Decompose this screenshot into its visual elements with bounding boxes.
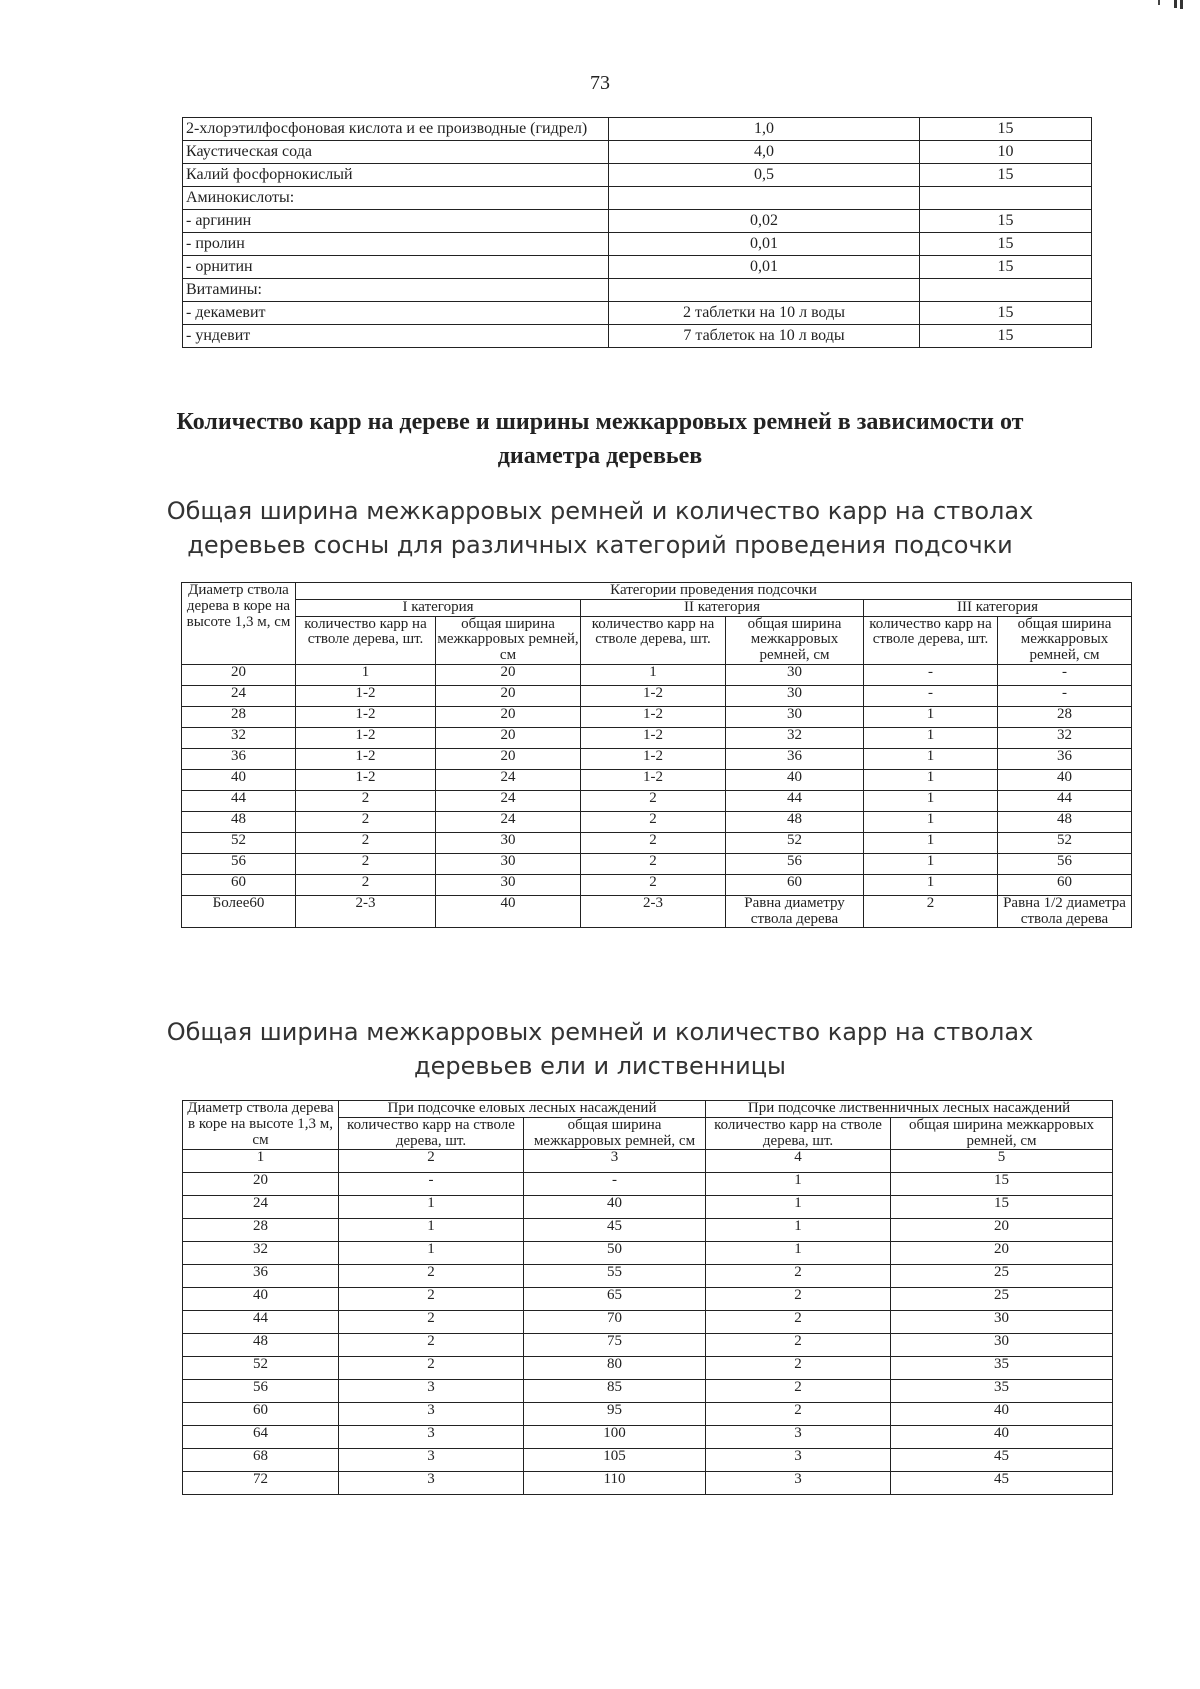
table-row — [182, 727, 1132, 748]
table-row — [183, 1196, 1113, 1219]
table-row — [183, 1265, 1113, 1288]
table-cell: 3 — [706, 1426, 891, 1449]
spruce-header-sub: общая ширина межкарровых ремней, см — [891, 1117, 1113, 1150]
table-cell: 2 — [339, 1288, 524, 1311]
table-cell: 70 — [524, 1311, 706, 1334]
table-cell: 15 — [920, 210, 1092, 233]
table-row — [183, 1288, 1113, 1311]
table-cell: 32 — [998, 727, 1132, 748]
table-cell: 40 — [183, 1288, 339, 1311]
table-cell: 15 — [920, 325, 1092, 348]
table-cell: 1 — [864, 748, 998, 769]
table-cell — [920, 187, 1092, 210]
table-cell: 2 — [706, 1288, 891, 1311]
table-cell: 1,0 — [609, 118, 920, 141]
table-cell: 1 — [581, 664, 726, 685]
table-cell: 52 — [183, 1357, 339, 1380]
table-cell: 0,5 — [609, 164, 920, 187]
table-cell: 1 — [706, 1196, 891, 1219]
table-cell: 45 — [891, 1472, 1113, 1495]
table-cell: 30 — [436, 853, 581, 874]
table-cell: 60 — [183, 1403, 339, 1426]
table-cell: 48 — [182, 811, 296, 832]
table-cell: 24 — [436, 769, 581, 790]
table-cell: 1-2 — [581, 706, 726, 727]
table-cell: 52 — [182, 832, 296, 853]
table-row — [183, 1403, 1113, 1426]
pine-table — [181, 582, 1132, 928]
table-cell: 52 — [998, 832, 1132, 853]
table-row — [182, 832, 1132, 853]
table-cell: 110 — [524, 1472, 706, 1495]
table-cell: 2 — [706, 1357, 891, 1380]
spruce-table-subtitle: Общая ширина межкарровых ремней и количество карр на стволах деревьев ели и лиственницы — [166, 1018, 1034, 1080]
table-cell: 20 — [182, 664, 296, 685]
table-row — [183, 1472, 1113, 1495]
table-cell: 3 — [524, 1150, 706, 1173]
table-row — [183, 302, 1092, 325]
pine-header-cat3: III категория — [864, 599, 1132, 616]
table-cell: 0,01 — [609, 233, 920, 256]
table-cell: 1 — [864, 727, 998, 748]
spruce-header-sub: общая ширина межкарровых ремней, см — [524, 1117, 706, 1150]
table-cell: - — [998, 685, 1132, 706]
table-cell: 28 — [183, 1219, 339, 1242]
table-cell: 36 — [726, 748, 864, 769]
table-cell: 3 — [706, 1472, 891, 1495]
table-cell: Аминокислоты: — [183, 187, 609, 210]
table-cell: 40 — [726, 769, 864, 790]
table-cell: 36 — [182, 748, 296, 769]
table-cell: Равна 1/2 диаметра ствола дерева — [998, 895, 1132, 928]
table-cell: 1 — [864, 790, 998, 811]
table-cell: 75 — [524, 1334, 706, 1357]
table-cell: 35 — [891, 1380, 1113, 1403]
table-row — [182, 706, 1132, 727]
table-cell: - ундевит — [183, 325, 609, 348]
spruce-header-sub: количество карр на стволе дерева, шт. — [339, 1117, 524, 1150]
table-row — [183, 1380, 1113, 1403]
table-cell: 2 — [296, 853, 436, 874]
table-cell: Равна диаметру ствола дерева — [726, 895, 864, 928]
table-cell: 1-2 — [296, 769, 436, 790]
table-cell: 50 — [524, 1242, 706, 1265]
table-cell: 3 — [339, 1380, 524, 1403]
table-cell: 1 — [339, 1219, 524, 1242]
table-cell: 85 — [524, 1380, 706, 1403]
table-row — [183, 1242, 1113, 1265]
table-cell: 56 — [183, 1380, 339, 1403]
table-cell: 40 — [524, 1196, 706, 1219]
table-row — [182, 874, 1132, 895]
table-cell: 44 — [998, 790, 1132, 811]
table-cell: 3 — [339, 1403, 524, 1426]
table-cell: 1-2 — [296, 727, 436, 748]
table-cell: 20 — [891, 1219, 1113, 1242]
table-cell: 15 — [920, 164, 1092, 187]
table-cell: 4,0 — [609, 141, 920, 164]
table-cell: 32 — [726, 727, 864, 748]
pine-header-sub: количество карр на стволе дерева, шт. — [864, 616, 998, 664]
table-cell: 35 — [891, 1357, 1113, 1380]
table-cell: 2-3 — [296, 895, 436, 928]
table-cell: 0,02 — [609, 210, 920, 233]
table-cell: 2 — [581, 874, 726, 895]
table-cell: 36 — [183, 1265, 339, 1288]
table-cell: 2 — [296, 874, 436, 895]
table-cell: 2-3 — [581, 895, 726, 928]
table-cell: 44 — [726, 790, 864, 811]
table-cell: 2 таблетки на 10 л воды — [609, 302, 920, 325]
table-cell: - пролин — [183, 233, 609, 256]
table-cell: Витамины: — [183, 279, 609, 302]
table-cell: 28 — [182, 706, 296, 727]
table-row — [183, 164, 1092, 187]
table-cell: 2 — [581, 832, 726, 853]
spruce-header-sub: количество карр на стволе дерева, шт. — [706, 1117, 891, 1150]
page-number: 73 — [590, 72, 610, 94]
table-cell: 0,01 — [609, 256, 920, 279]
table-cell: 2 — [296, 811, 436, 832]
table-row — [183, 1449, 1113, 1472]
table-cell: 30 — [891, 1334, 1113, 1357]
table-cell: 56 — [182, 853, 296, 874]
table-cell: 65 — [524, 1288, 706, 1311]
pine-header-sub: общая ширина межкарровых ремней, см — [726, 616, 864, 664]
table-cell: 2 — [706, 1265, 891, 1288]
table-cell: 7 таблеток на 10 л воды — [609, 325, 920, 348]
table-row — [183, 1311, 1113, 1334]
table-cell: 30 — [726, 685, 864, 706]
table-cell: 30 — [726, 664, 864, 685]
table-row — [182, 748, 1132, 769]
table-cell: 60 — [726, 874, 864, 895]
section-title: Количество карр на дереве и ширины межкарровых ремней в зависимости от диаметра деревьев — [176, 409, 1024, 469]
pine-header-categories: Категории проведения подсочки — [296, 583, 1132, 600]
table-cell: - декамевит — [183, 302, 609, 325]
table-cell: - — [524, 1173, 706, 1196]
pine-table-subtitle: Общая ширина межкарровых ремней и количество карр на стволах деревьев сосны для различных категорий проведения подсочки — [166, 497, 1034, 559]
table-cell: 24 — [183, 1196, 339, 1219]
table-cell: 30 — [436, 832, 581, 853]
table-row — [182, 853, 1132, 874]
table-cell: 2 — [581, 853, 726, 874]
table-cell: 95 — [524, 1403, 706, 1426]
table-cell: - орнитин — [183, 256, 609, 279]
table-cell: 105 — [524, 1449, 706, 1472]
table-cell: - аргинин — [183, 210, 609, 233]
table-cell: 100 — [524, 1426, 706, 1449]
table-cell: 1 — [864, 853, 998, 874]
table-cell: 28 — [998, 706, 1132, 727]
table-cell: 3 — [706, 1449, 891, 1472]
table-row — [183, 1150, 1113, 1173]
spruce-header-diameter: Диаметр ствола дерева в коре на высоте 1,3 м, см — [183, 1101, 339, 1150]
table-cell: 56 — [726, 853, 864, 874]
table-cell: 80 — [524, 1357, 706, 1380]
table-cell: 2 — [339, 1150, 524, 1173]
table-cell: 40 — [891, 1426, 1113, 1449]
table-row — [183, 279, 1092, 302]
table-cell: 3 — [339, 1472, 524, 1495]
pine-header-cat2: II категория — [581, 599, 864, 616]
table-cell: 1 — [864, 832, 998, 853]
table-cell: 2 — [581, 790, 726, 811]
table-cell: 45 — [524, 1219, 706, 1242]
table-row — [182, 790, 1132, 811]
table-cell: 1 — [706, 1219, 891, 1242]
table-cell: 48 — [183, 1334, 339, 1357]
table-cell: 1-2 — [296, 748, 436, 769]
table-cell: 15 — [920, 302, 1092, 325]
substances-table — [182, 117, 1092, 348]
table-cell: 1 — [864, 811, 998, 832]
table-row — [183, 325, 1092, 348]
table-cell: 20 — [436, 664, 581, 685]
table-row — [183, 1219, 1113, 1242]
table-cell: 15 — [920, 256, 1092, 279]
table-cell: 30 — [891, 1311, 1113, 1334]
table-cell: 24 — [436, 811, 581, 832]
table-cell: - — [864, 664, 998, 685]
pine-header-sub: количество карр на стволе дерева, шт. — [296, 616, 436, 664]
pine-header-cat1: I категория — [296, 599, 581, 616]
table-cell: 1 — [706, 1173, 891, 1196]
table-cell: 44 — [183, 1311, 339, 1334]
table-cell: 1-2 — [581, 685, 726, 706]
table-cell — [609, 279, 920, 302]
table-cell: 55 — [524, 1265, 706, 1288]
table-cell: 30 — [726, 706, 864, 727]
table-row — [183, 1426, 1113, 1449]
table-cell: 1-2 — [296, 685, 436, 706]
table-cell: 60 — [998, 874, 1132, 895]
pine-header-sub: общая ширина межкарровых ремней, см — [437, 615, 579, 663]
table-cell: 3 — [339, 1449, 524, 1472]
table-cell: Более60 — [182, 895, 296, 928]
table-row — [183, 233, 1092, 256]
table-cell: 2-хлорэтилфосфоновая кислота и ее производные (гидрел) — [183, 118, 609, 141]
table-cell: 64 — [183, 1426, 339, 1449]
table-row — [182, 769, 1132, 790]
table-cell: 40 — [182, 769, 296, 790]
table-cell: 1 — [864, 706, 998, 727]
table-cell: 30 — [436, 874, 581, 895]
table-cell: 1 — [339, 1196, 524, 1219]
table-cell: 32 — [182, 727, 296, 748]
table-cell: 60 — [182, 874, 296, 895]
table-cell: 3 — [339, 1426, 524, 1449]
table-cell: 40 — [891, 1403, 1113, 1426]
table-cell: 15 — [891, 1196, 1113, 1219]
table-cell: - — [864, 685, 998, 706]
table-cell: 20 — [436, 727, 581, 748]
table-cell: 2 — [339, 1357, 524, 1380]
table-cell: 2 — [706, 1311, 891, 1334]
table-cell: 48 — [998, 811, 1132, 832]
table-cell: 52 — [726, 832, 864, 853]
spruce-header-larch: При подсочке лиственничных лесных насаждений — [706, 1101, 1113, 1118]
table-row — [183, 1357, 1113, 1380]
table-cell: 2 — [339, 1265, 524, 1288]
table-cell: 2 — [339, 1334, 524, 1357]
table-cell: Каустическая сода — [183, 141, 609, 164]
table-cell: 1-2 — [581, 769, 726, 790]
table-cell — [609, 187, 920, 210]
table-cell: 1-2 — [296, 706, 436, 727]
table-cell: 4 — [706, 1150, 891, 1173]
table-cell: 2 — [339, 1311, 524, 1334]
table-cell: 15 — [920, 233, 1092, 256]
table-row — [183, 118, 1092, 141]
table-row — [183, 1334, 1113, 1357]
table-cell: 24 — [436, 790, 581, 811]
table-cell: 5 — [891, 1150, 1113, 1173]
table-cell: 1-2 — [581, 727, 726, 748]
table-cell: 15 — [891, 1173, 1113, 1196]
table-row — [183, 210, 1092, 233]
table-cell: 20 — [183, 1173, 339, 1196]
spruce-header-spruce: При подсочке еловых лесных насаждений — [339, 1101, 706, 1118]
table-cell: 40 — [436, 895, 581, 928]
table-row — [182, 811, 1132, 832]
table-cell: 20 — [891, 1242, 1113, 1265]
table-cell: 1 — [296, 664, 436, 685]
table-cell: 45 — [891, 1449, 1113, 1472]
table-cell: 2 — [864, 895, 998, 928]
table-cell — [920, 279, 1092, 302]
table-cell: 2 — [581, 811, 726, 832]
table-cell: 2 — [706, 1334, 891, 1357]
table-cell: 1 — [864, 874, 998, 895]
table-cell: 40 — [998, 769, 1132, 790]
table-cell: 2 — [706, 1403, 891, 1426]
table-cell: 56 — [998, 853, 1132, 874]
table-row — [182, 664, 1132, 685]
spruce-larch-table — [182, 1100, 1113, 1495]
table-cell: 1 — [183, 1150, 339, 1173]
table-cell: - — [998, 664, 1132, 685]
table-cell: 68 — [183, 1449, 339, 1472]
table-cell: 1 — [864, 769, 998, 790]
pine-header-sub: количество карр на стволе дерева, шт. — [581, 616, 726, 664]
table-cell: 48 — [726, 811, 864, 832]
table-cell: 20 — [436, 685, 581, 706]
table-cell: 1 — [706, 1242, 891, 1265]
table-cell: 15 — [920, 118, 1092, 141]
table-row — [183, 1173, 1113, 1196]
table-cell: 36 — [998, 748, 1132, 769]
table-row — [183, 187, 1092, 210]
table-cell: 44 — [182, 790, 296, 811]
table-cell: 1 — [339, 1242, 524, 1265]
table-cell: 25 — [891, 1265, 1113, 1288]
table-row — [183, 141, 1092, 164]
table-cell: 24 — [182, 685, 296, 706]
table-cell: 72 — [183, 1472, 339, 1495]
table-cell: 2 — [296, 832, 436, 853]
table-cell: 20 — [436, 706, 581, 727]
table-cell: 2 — [706, 1380, 891, 1403]
table-cell: - — [339, 1173, 524, 1196]
table-cell: Калий фосфорнокислый — [183, 164, 609, 187]
table-cell: 2 — [296, 790, 436, 811]
table-cell: 32 — [183, 1242, 339, 1265]
table-row — [182, 895, 1132, 928]
table-cell: 10 — [920, 141, 1092, 164]
table-cell: 20 — [436, 748, 581, 769]
scan-artifact — [1108, 0, 1188, 10]
table-row — [182, 685, 1132, 706]
table-row — [183, 256, 1092, 279]
pine-header-diameter: Диаметр ствола дерева в коре на высоте 1,3 м, см — [182, 583, 296, 665]
table-cell: 1-2 — [581, 748, 726, 769]
pine-header-sub: общая ширина межкарровых ремней, см — [998, 616, 1132, 664]
table-cell: 25 — [891, 1288, 1113, 1311]
